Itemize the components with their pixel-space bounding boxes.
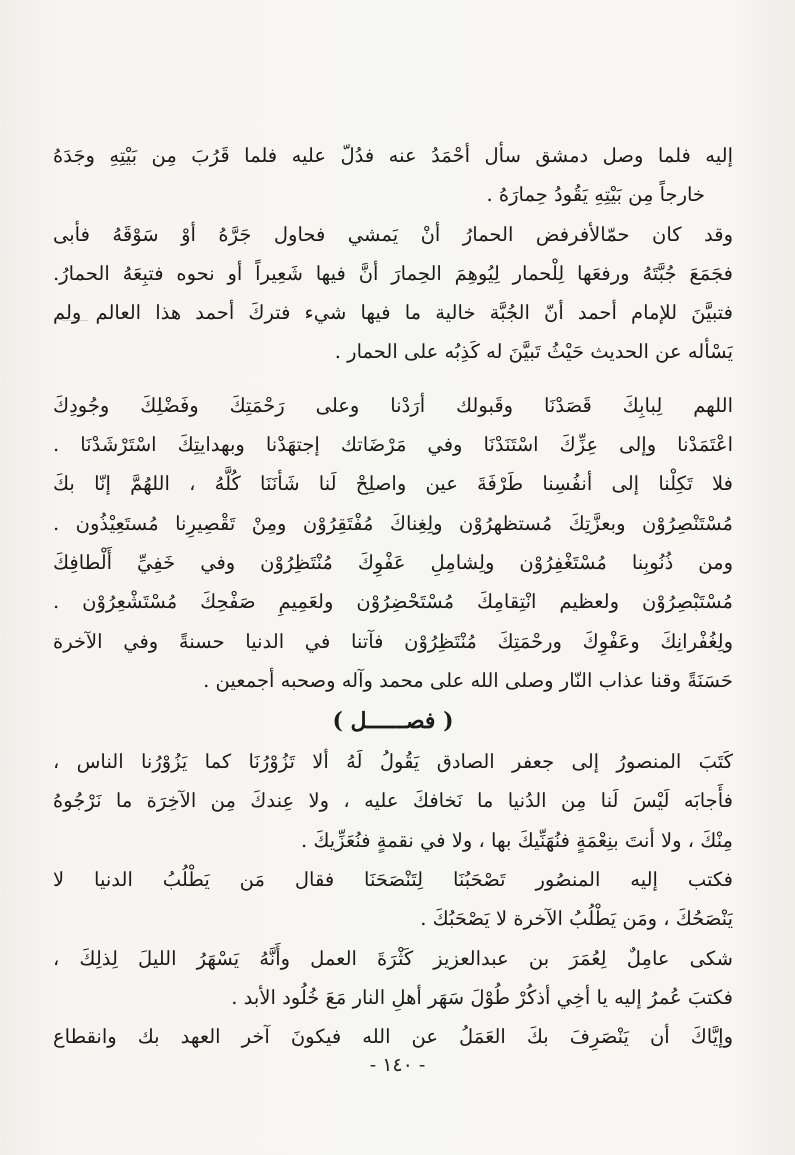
text-line: وإيَّاكَ أن يَنْصَرِفَ بكَ العَمَلُ عن الله فيكونَ آخر العهد بك وانقطاع — [53, 1025, 733, 1049]
text-line: حَسَنَةً وقنا عذاب النّار وصلى الله على محمد وآله وصحبه أجمعين . — [203, 668, 733, 692]
text-line: اعْتَمَدْنا وإلى عِزِّكَ اسْتَنَدْنَا وفي مَرْضَاتك إجتهَدْنا وبهدايتِكَ اسْتَرْشَدْنَا . — [53, 433, 733, 457]
text-line: وقد كان حمّالأفرفض الحمارُ أنْ يَمشي فحاول جَرَّهُ أوْ سَوْقَهُ فأبى — [53, 222, 733, 246]
paragraph-gap — [53, 372, 733, 386]
text-line: يَسْأله عن الحديث حَيْثُ تَبيَّنَ له كَذِبُه على الحمار . — [334, 340, 733, 364]
section-heading: ( فصــــــل ) — [332, 708, 454, 735]
text-line: مُسْتَنْصِرُوْن وبعزَّتِكَ مُستظهرُوْن ولِغِناكَ مُفْتَقِرُوْن ومِنْ تَقْصِيرِنا مُستَعِيْذُون . — [53, 511, 733, 535]
text-line: فكتبَ عُمرُ إليه يا أخِي أذكُرْ طُوْلَ سَهَر أهلِ النار مَعَ خُلُود الأبد . — [231, 985, 733, 1009]
text-line: مُسْتَبْصِرُوْن ولعظيم انْتِقامِكَ مُسْتَحْضِرُوْن ولعَمِيمِ صَفْحِكَ مُسْتَشْعِرُوْن . — [53, 590, 733, 614]
text-line: فأَجابَه لَيْسَ لَنا مِن الدُنيا ما نَخافكَ عليه ، ولا عِندكَ مِن الآخِرَة ما نَرْجُوهُ — [53, 789, 733, 813]
text-line: فكتب إليه المنصُور تَصْحَبُنَا لِتَنْصَحَنَا فقال مَن يَطْلُبُ الدنيا لا — [53, 868, 733, 892]
text-line: يَنْصَحُكَ ، ومَن يَطْلُبُ الآخرة لا يَصْحَبُكَ . — [420, 907, 733, 931]
text-body — [53, 136, 733, 1057]
text-line: شكى عامِلٌ لِعُمَرَ بن عبدالعزيز كَثْرَةَ العمل وأَنَّهُ يَسْهَرُ الليلَ لِذلِكَ ، — [53, 946, 733, 970]
page-number: - ١٤٠ - — [369, 1054, 426, 1076]
text-line: فجَمَعَ جُبَّتَهُ ورفعَها لِلْحمار لِيُوهِمَ الحِمارَ أنَّ فيها شَعِيراً أو نحوه فتبِعَهُ الحمارُ. — [53, 261, 733, 285]
text-line: إليه فلما وصل دمشق سأل أحْمَدُ عنه فدُلّ عليه فلما قَرُبَ مِن بَيْتِهِ وجَدَهُ — [53, 144, 733, 167]
text-line: اللهم لِبابِكَ قَصَدْنَا وقَبولك أرَدْنا وعلى رَحْمَتِكَ وفَضْلِكَ وجُودِكَ — [53, 393, 733, 417]
text-line: ولِغُفْرانِكَ وعَفْوِكَ ورحْمَتِكَ مُنْتَظِرُوْن فآتنا في الدنيا حسنةً وفي الآخرة — [53, 629, 733, 653]
text-line: فتبيَّنَ للإمام أحمد أنّ الجُبَّة خالية ما فيها شيء فتركَ أحمد هذا العالم ولم — [53, 301, 733, 325]
text-line: مِنْكَ ، ولا أنتَ بنِعْمَةٍ فنُهَنِّيكَ بها ، ولا في نقمةٍ فنُعَزِّيكَ . — [300, 828, 733, 852]
text-line: كَتَبَ المنصورُ إلى جعفر الصادق يَقُولُ لَهُ ألا تَزُوْرُنَا كما يَزُوْرُنا الناس ، — [53, 750, 733, 774]
text-line: خارجاً مِن بَيْتِهِ يَقُودُ حِمارَهُ . — [486, 183, 705, 207]
text-line: ومن ذُنُوبِنا مُسْتَغْفِرُوْن ولِشامِلِ عَفْوِكَ مُنْتَظِرُوْن وفي خَفِيِّ أَلْطافِكَ — [53, 550, 733, 574]
text-line: فلا تَكِلْنا إلى أنفُسِنا طَرْفَةَ عين واصلِحْ لَنا شَأنَنَا كُلَّهُ ، اللهُمَّ إنّا بكَ — [53, 472, 733, 496]
